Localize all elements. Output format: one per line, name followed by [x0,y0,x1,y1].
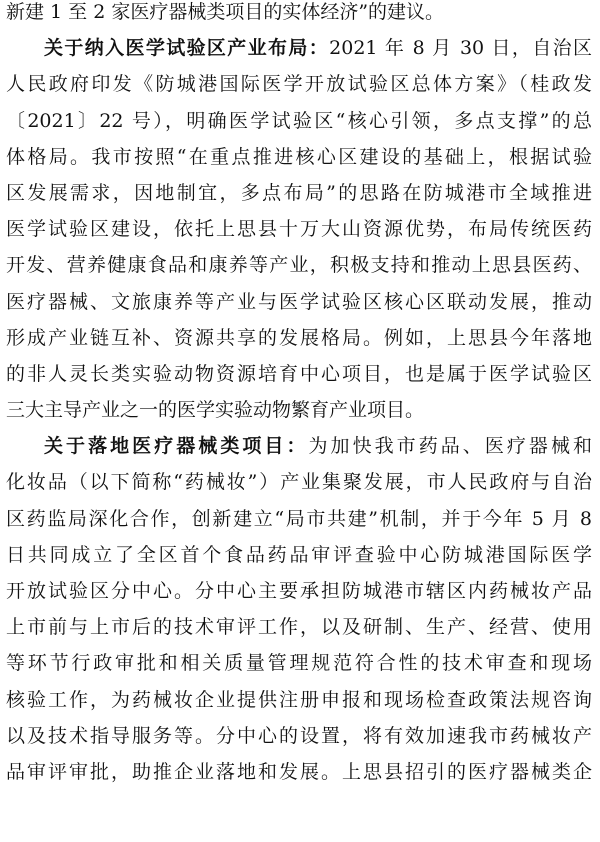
paragraph-industry-layout [6,30,592,428]
text-line: 化妆品（以下简称“药械妆”）产业集聚发展，市人民政府与自治 [6,471,592,494]
section-heading: 关于落地医疗器械类项目： [44,435,309,458]
section-heading: 关于纳入医学试验区产业布局： [44,37,330,60]
text-line: 关于纳入医学试验区产业布局：2021 年 8 月 30 日，自治区 [44,37,592,60]
text-line: 上市前与上市后的技术审评工作，以及研制、生产、经营、使用 [6,616,592,639]
text-line: 核验工作，为药械妆企业提供注册申报和现场检查政策法规咨询 [6,688,592,711]
text-line: 人民政府印发《防城港国际医学开放试验区总体方案》（桂政发 [6,73,592,96]
text-line: 开发、营养健康食品和康养等产业，积极支持和推动上思县医药、 [6,254,592,277]
text-line: 体格局。我市按照“在重点推进核心区建设的基础上，根据试验 [6,145,592,168]
paragraph-medical-device-projects [6,428,592,790]
text-line: 区药监局深化合作，创新建立“局市共建”机制，并于今年 5 月 8 [6,507,592,530]
text-line: 品审评审批，助推企业落地和发展。上思县招引的医疗器械类企 [6,760,592,783]
text-line: 的非人灵长类实验动物资源培育中心项目，也是属于医学试验区 [6,362,592,385]
text-line: 形成产业链互补、资源共享的发展格局。例如，上思县今年落地 [6,326,592,349]
text-line: 医学试验区建设，依托上思县十万大山资源优势，布局传统医药 [6,218,592,241]
text-line: 关于落地医疗器械类项目：为加快我市药品、医疗器械和 [44,435,592,458]
text-line: 区发展需求，因地制宜，多点布局”的思路在防城港市全域推进 [6,181,592,204]
text-line: 三大主导产业之一的医学实验动物繁育产业项目。 [6,399,425,422]
text-line: 医疗器械、文旅康养等产业与医学试验区核心区联动发展，推动 [6,290,592,313]
text-line: 以及技术指导服务等。分中心的设置，将有效加速我市药械妆产 [6,724,592,747]
text-line: 〔2021〕22 号），明确医学试验区“核心引领，多点支撑”的总 [6,109,592,132]
text-line: 新建 1 至 2 家医疗器械类项目的实体经济”的建议。 [6,1,445,23]
text-line: 开放试验区分中心。分中心主要承担防城港市辖区内药械妆产品 [6,580,592,602]
text-line: 等环节行政审批和相关质量管理规范符合性的技术审查和现场 [6,652,592,675]
text-line: 日共同成立了全区首个食品药品审评查验中心防城港国际医学 [6,543,592,566]
paragraph-proposal-tail [6,0,592,30]
